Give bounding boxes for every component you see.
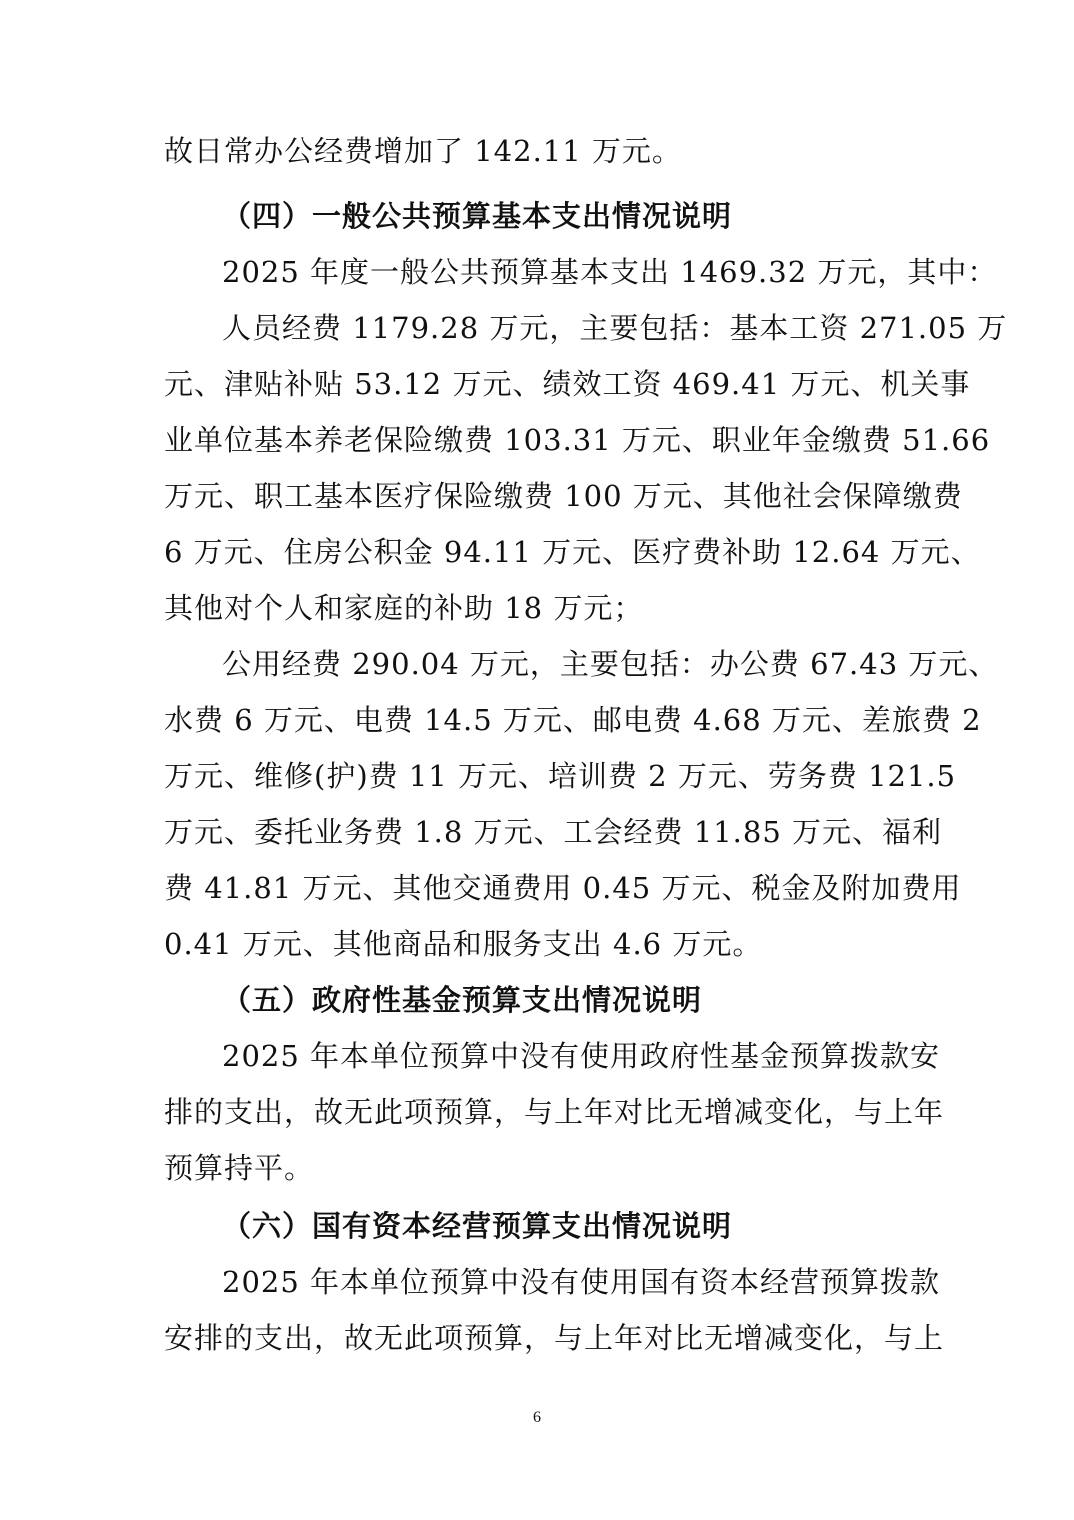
paragraph-line: 公用经费 290.04 万元，主要包括：办公费 67.43 万元、: [222, 647, 999, 681]
paragraph-line: 预算持平。: [164, 1151, 315, 1185]
paragraph-line: 元、津贴补贴 53.12 万元、绩效工资 469.41 万元、机关事: [164, 367, 971, 401]
section-heading-6: （六）国有资本经营预算支出情况说明: [222, 1209, 733, 1243]
paragraph-line: 万元、委托业务费 1.8 万元、工会经费 11.85 万元、福利: [164, 815, 943, 849]
paragraph-line: 故日常办公经费增加了 142.11 万元。: [164, 134, 682, 168]
paragraph-line: 安排的支出，故无此项预算，与上年对比无增减变化，与上: [164, 1321, 945, 1355]
paragraph-line: 费 41.81 万元、其他交通费用 0.45 万元、税金及附加费用: [164, 871, 962, 905]
paragraph-line: 人员经费 1179.28 万元，主要包括：基本工资 271.05 万: [222, 311, 1008, 345]
paragraph-line: 2025 年本单位预算中没有使用国有资本经营预算拨款: [222, 1265, 941, 1299]
paragraph-line: 6 万元、住房公积金 94.11 万元、医疗费补助 12.64 万元、: [164, 535, 981, 569]
paragraph-line: 万元、维修(护)费 11 万元、培训费 2 万元、劳务费 121.5: [164, 759, 957, 793]
paragraph-line: 排的支出，故无此项预算，与上年对比无增减变化，与上年: [164, 1095, 945, 1129]
page-number: 6: [533, 1409, 541, 1426]
section-heading-4: （四）一般公共预算基本支出情况说明: [222, 199, 733, 233]
paragraph-line: 2025 年度一般公共预算基本支出 1469.32 万元，其中：: [222, 255, 998, 289]
paragraph-line: 水费 6 万元、电费 14.5 万元、邮电费 4.68 万元、差旅费 2: [164, 703, 982, 737]
paragraph-line: 0.41 万元、其他商品和服务支出 4.6 万元。: [164, 927, 763, 961]
paragraph-line: 2025 年本单位预算中没有使用政府性基金预算拨款安: [222, 1039, 941, 1073]
paragraph-line: 其他对个人和家庭的补助 18 万元；: [164, 591, 644, 625]
paragraph-line: 业单位基本养老保险缴费 103.31 万元、职业年金缴费 51.66: [164, 423, 991, 457]
section-heading-5: （五）政府性基金预算支出情况说明: [222, 983, 703, 1017]
paragraph-line: 万元、职工基本医疗保险缴费 100 万元、其他社会保障缴费: [164, 479, 963, 513]
